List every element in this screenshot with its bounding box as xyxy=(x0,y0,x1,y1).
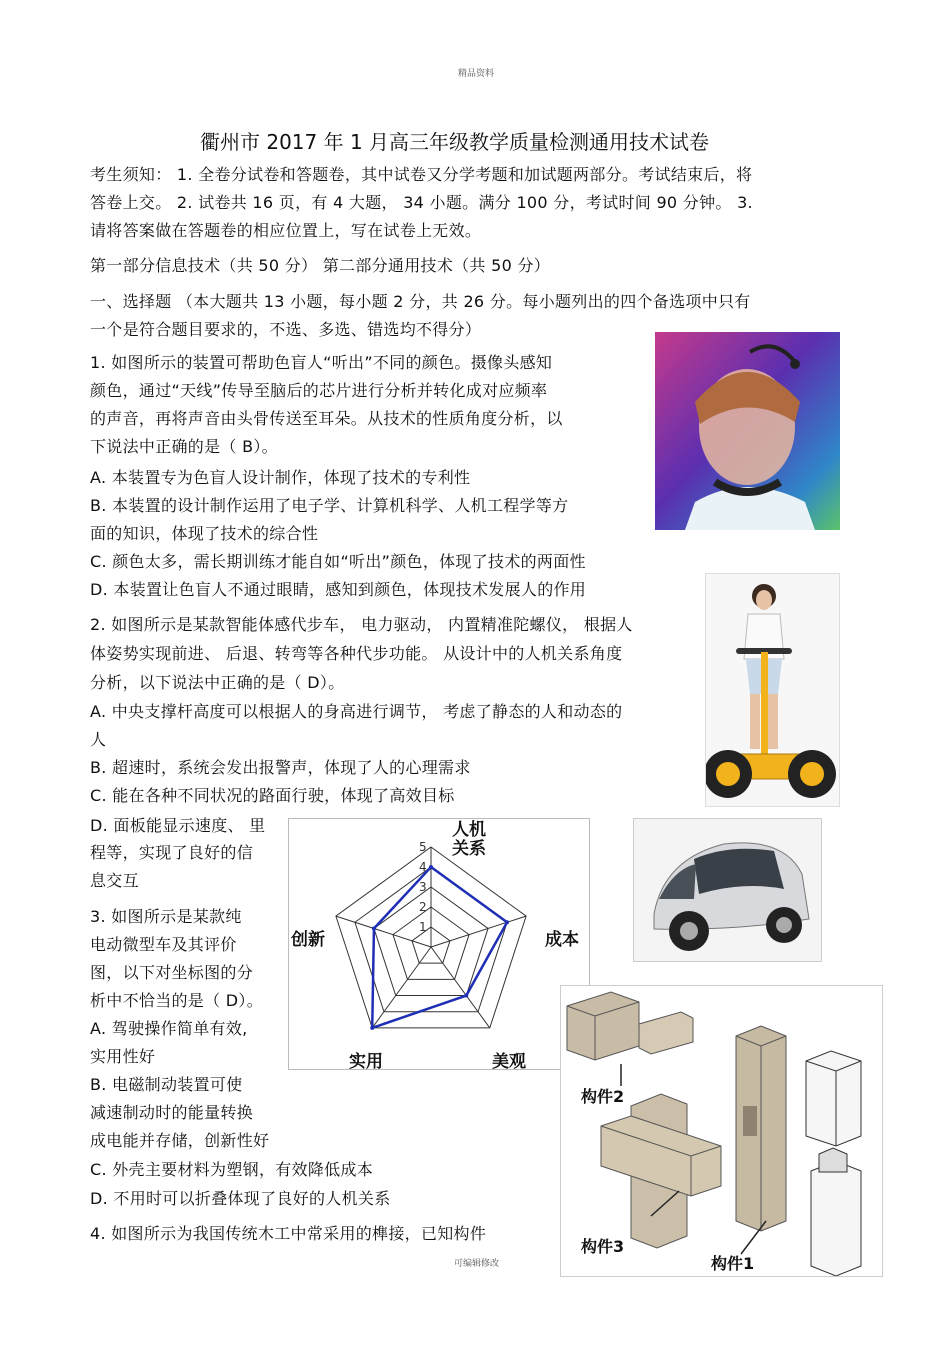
radar-point xyxy=(464,994,468,998)
q3-car-photo xyxy=(633,818,822,962)
notice-line-2: 答卷上交。 2. 试卷共 16 页，有 4 大题， 34 小题。满分 100 分，考试时间 90 分钟。 3. xyxy=(90,193,753,212)
q3-option-b: B. 电磁制动装置可使 xyxy=(90,1075,243,1094)
q3-stem-4: 析中不恰当的是（ D）。 xyxy=(90,991,264,1010)
radar-point xyxy=(505,920,509,924)
q3-option-d: D. 不用时可以折叠体现了良好的人机关系 xyxy=(90,1189,391,1208)
notice-line-1: 考生须知： 1. 全卷分试卷和答题卷，其中试卷又分学考题和加试题两部分。考试结束后，将 xyxy=(90,165,753,184)
q1-stem-2: 颜色，通过“天线”传导至脑后的芯片进行分析并转化成对应频率 xyxy=(90,381,548,400)
notice-line-3: 请将答案做在答题卷的相应位置上，写在试卷上无效。 xyxy=(90,221,482,240)
radar-axis xyxy=(372,947,431,1028)
q2-option-c: C. 能在各种不同状况的路面行驶，体现了高效目标 xyxy=(90,786,455,805)
q2-option-d-3: 息交互 xyxy=(90,871,139,890)
label-component-2: 构件2 xyxy=(581,1087,625,1106)
q1-stem-4: 下说法中正确的是（ B）。 xyxy=(90,437,278,456)
radar-svg xyxy=(289,819,589,1069)
radar-tick-label: 4 xyxy=(419,860,427,874)
q3-option-a: A. 驾驶操作简单有效, xyxy=(90,1019,248,1038)
joinery-figure xyxy=(560,985,883,1277)
q2-stem-2: 体姿势实现前进、 后退、转弯等各种代步功能。 从设计中的人机关系角度 xyxy=(90,644,623,663)
radar-label-renji: 人机关系 xyxy=(452,820,486,859)
radar-tick-label: 2 xyxy=(419,900,427,914)
bottom-note: 可编辑修改 xyxy=(454,1259,500,1269)
q3-option-b-cont-2: 成电能并存储，创新性好 xyxy=(90,1131,270,1150)
q2-option-d-2: 程等，实现了良好的信 xyxy=(90,843,254,862)
q3-option-a-cont: 实用性好 xyxy=(90,1047,156,1066)
q2-option-a-cont: 人 xyxy=(90,730,107,749)
q3-option-c: C. 外壳主要材料为塑钢，有效降低成本 xyxy=(90,1160,374,1179)
q2-option-d-1: D. 面板能显示速度、 里 xyxy=(90,816,266,835)
parts-line: 第一部分信息技术（共 50 分） 第二部分通用技术（共 50 分） xyxy=(90,256,551,275)
radar-axis xyxy=(431,947,490,1028)
radar-chart xyxy=(288,818,590,1070)
radar-series xyxy=(372,867,507,1028)
q1-photo xyxy=(655,332,840,530)
q1-stem-1: 1. 如图所示的装置可帮助色盲人“听出”不同的颜色。摄像头感知 xyxy=(90,353,553,372)
radar-label-chengben: 成本 xyxy=(545,930,579,950)
q1-option-b-cont: 面的知识，体现了技术的综合性 xyxy=(90,524,319,543)
q2-stem-3: 分析，以下说法中正确的是（ D）。 xyxy=(90,673,345,692)
radar-axis xyxy=(336,916,431,947)
q1-option-a: A. 本装置专为色盲人设计制作，体现了技术的专利性 xyxy=(90,468,471,487)
q2-photo xyxy=(705,573,840,807)
q2-stem-1: 2. 如图所示是某款智能体感代步车， 电力驱动， 内置精准陀螺仪， 根据人 xyxy=(90,615,633,634)
label-component-1: 构件1 xyxy=(711,1254,755,1273)
q3-stem-2: 电动微型车及其评价 xyxy=(90,935,237,954)
section1-line-2: 一个是符合题目要求的，不选、多选、错选均不得分） xyxy=(90,320,482,339)
q2-option-a: A. 中央支撑杆高度可以根据人的身高进行调节， 考虑了静态的人和动态的 xyxy=(90,702,623,721)
radar-tick-label: 5 xyxy=(419,840,427,854)
radar-label-chuangxin: 创新 xyxy=(291,930,325,950)
q3-stem-3: 图，以下对坐标图的分 xyxy=(90,963,254,982)
top-note: 精品资料 xyxy=(458,69,495,79)
radar-label-meiguan: 美观 xyxy=(492,1052,526,1072)
radar-axis xyxy=(431,916,526,947)
radar-point xyxy=(429,865,433,869)
label-component-3: 构件3 xyxy=(581,1237,625,1256)
q1-option-b: B. 本装置的设计制作运用了电子学、计算机科学、人机工程学等方 xyxy=(90,496,569,515)
q1-stem-3: 的声音，再将声音由头骨传送至耳朵。从技术的性质角度分析，以 xyxy=(90,409,563,428)
radar-tick-label: 3 xyxy=(419,880,427,894)
q1-option-c: C. 颜色太多，需长期训练才能自如“听出”颜色，体现了技术的两面性 xyxy=(90,552,586,571)
component-1-drawing xyxy=(736,1026,786,1231)
q4-stem: 4. 如图所示为我国传统木工中常采用的榫接，已知构件 xyxy=(90,1224,487,1243)
page-title: 衢州市 2017 年 1 月高三年级教学质量检测通用技术试卷 xyxy=(200,130,710,154)
q3-option-b-cont-1: 减速制动时的能量转换 xyxy=(90,1103,254,1122)
section1-line-1: 一、选择题 （本大题共 13 小题，每小题 2 分，共 26 分。每小题列出的四个备选项中只有 xyxy=(90,292,751,311)
q1-option-d: D. 本装置让色盲人不通过眼睛，感知到颜色，体现技术发展人的作用 xyxy=(90,580,587,599)
radar-point xyxy=(372,926,376,930)
q3-stem-1: 3. 如图所示是某款纯 xyxy=(90,907,242,926)
radar-tick-label: 1 xyxy=(419,920,427,934)
radar-label-shiyong: 实用 xyxy=(349,1052,383,1072)
radar-point xyxy=(370,1026,374,1030)
q2-option-b: B. 超速时，系统会发出报警声，体现了人的心理需求 xyxy=(90,758,471,777)
